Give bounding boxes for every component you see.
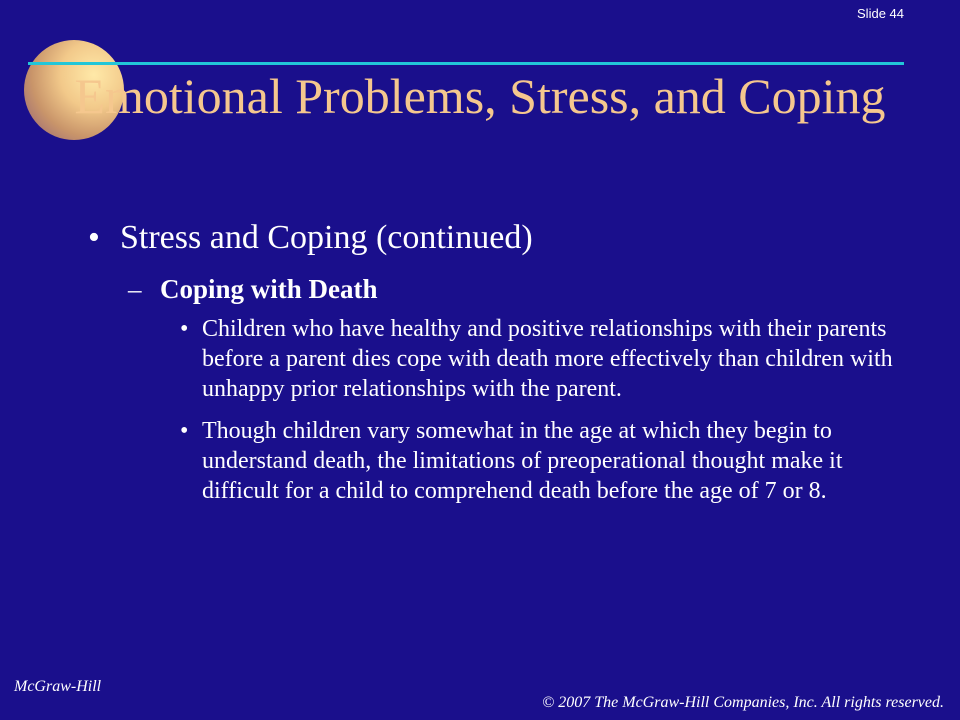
bullet-level3-text: Though children vary somewhat in the age at which they begin to understand death, the limitations of preoperational thought make it difficult for a child to comprehend death before the age of 7 or 8. — [202, 418, 843, 504]
bullet-dot-icon: • — [180, 418, 189, 444]
bullet-dash-icon: – — [128, 274, 142, 304]
bullet-level3-text: Children who have healthy and positive relationships with their parents before a parent dies cope with death more effectively than children with unhappy prior relationships with the parent. — [202, 316, 893, 402]
bullet-level2-text: Coping with Death — [160, 274, 378, 304]
bullet-level3 — [84, 314, 904, 404]
slide-number: Slide 44 — [857, 6, 904, 21]
bullet-dot-icon: • — [180, 316, 189, 342]
bullet-level1-text: Stress and Coping (continued) — [120, 219, 533, 256]
bullet-dot-icon: • — [88, 219, 100, 256]
slide-content — [84, 218, 904, 518]
bullet-level2 — [84, 272, 904, 306]
bullet-level1 — [84, 218, 904, 258]
slide-title: Emotional Problems, Stress, and Coping — [74, 68, 886, 124]
copyright-notice: © 2007 The McGraw-Hill Companies, Inc. All rights reserved. — [542, 694, 944, 711]
publisher-label: McGraw-Hill — [14, 678, 102, 695]
bullet-level3 — [84, 416, 904, 506]
